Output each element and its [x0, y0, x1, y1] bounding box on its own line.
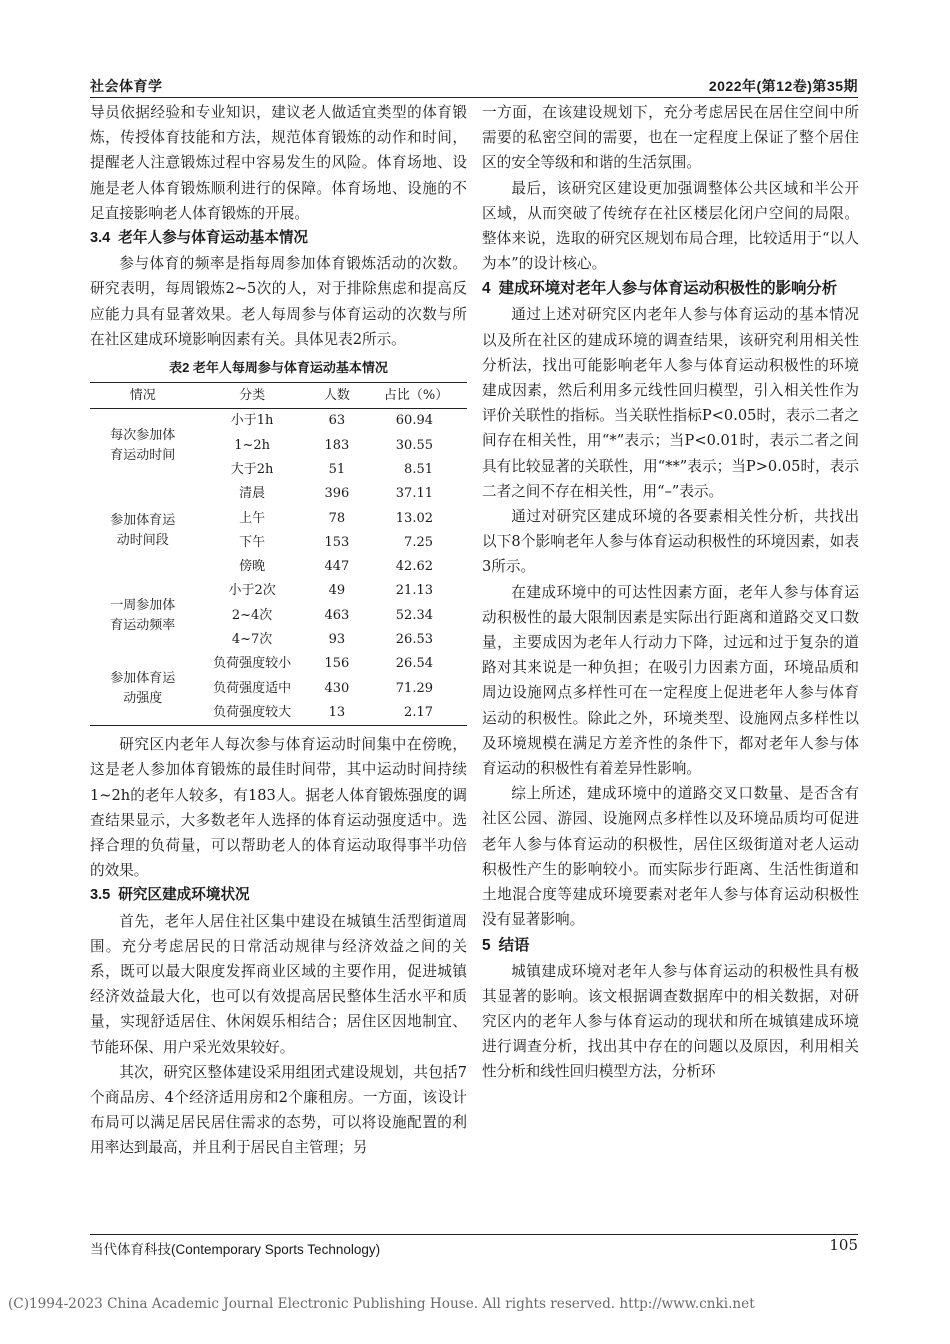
running-header-section: 社会体育学 — [90, 78, 163, 94]
table-header-row — [90, 383, 467, 409]
table-cell: 30.55 — [395, 437, 433, 453]
left-column — [90, 100, 467, 1161]
paragraph: 综上所述，建成环境中的道路交叉口数量、是否含有社区公园、游园、设施网点多样性以及环境品质均可促进老年人参与体育运动的积极性，居住区级街道对老人运动积极性产生的影响较小。而实际步行距离、生活性街道和土地混合度等建成环境要素对老年人参与体育运动积极性没有显著影响。 — [482, 785, 859, 929]
table-cell: 37.11 — [395, 486, 433, 502]
table-group-label: 一周参加体育运动频率 — [110, 597, 176, 633]
table-cell: 26.53 — [395, 632, 433, 648]
table-cell: 下午 — [239, 534, 266, 550]
table-cell: 2~4次 — [231, 607, 273, 623]
section-number: 5 — [482, 936, 491, 954]
table-header-cell: 人数 — [309, 383, 366, 409]
paragraph: 参与体育的频率是指每周参加体育锻炼活动的次数。研究表明，每周锻炼2~5次的人，对于排除焦虑和提高反应能力具有显著效果。老人每周参与体育运动的次数与所在社区建成环境影响因素有关。具体见表2所示。 — [90, 255, 467, 348]
paragraph: 导员依据经验和专业知识，建议老人做适宜类型的体育锻炼，传授体育技能和方法，规范体育锻炼的动作和时间，提醒老人注意锻炼过程中容易发生的风险。体育场地、设施是老人体育锻炼顺利进行的保障。体育场地、设施的不足直接影响老人体育锻炼的开展。 — [90, 104, 467, 222]
table-cell: 负荷强度较小 — [213, 656, 292, 672]
table-cell: 463 — [324, 607, 350, 623]
section-title: 老年人参与体育运动基本情况 — [118, 230, 309, 247]
table-cell: 小于2次 — [228, 583, 276, 599]
right-column — [482, 100, 859, 1085]
paragraph: 在建成环境中的可达性因素方面，老年人参与体育运动积极性的最大限制因素是实际出行距离和道路交叉口数量，主要成因为老年人行动力下降，过远和过于复杂的道路对其来说是一种负担；在吸引力因素方面，环境品质和周边设施网点多样性可在一定程度上促进老年人参与体育运动的积极性。除此之外，环境类型、设施网点多样性以及环境规模在满足方差齐性的条件下，都对老年人参与体育运动的积极性有着差异性影响。 — [482, 583, 859, 778]
table-cell: 清晨 — [239, 486, 266, 502]
table-row — [90, 652, 467, 676]
table-cell: 396 — [324, 486, 350, 502]
table-cell: 71.29 — [395, 680, 433, 696]
footer-journal-name: 当代体育科技(Contemporary Sports Technology) — [90, 1242, 381, 1257]
table-cell: 1~2h — [234, 437, 270, 453]
section-heading-5 — [482, 933, 859, 959]
page-number: 105 — [829, 1236, 858, 1254]
table-header-cell: 分类 — [196, 383, 309, 409]
table-cell: 傍晚 — [239, 559, 266, 575]
table-cell: 430 — [324, 680, 350, 696]
table-caption: 表2 老年人每周参与体育运动基本情况 — [169, 360, 388, 376]
section-number: 3.4 — [90, 230, 111, 247]
table-cell: 63 — [328, 413, 346, 429]
table-cell: 93 — [328, 632, 346, 648]
table-cell: 4~7次 — [231, 632, 273, 648]
table-cell: 49 — [328, 583, 346, 599]
table-row — [90, 482, 467, 506]
table-cell: 8.51 — [404, 461, 433, 477]
paragraph: 最后，该研究区建设更加强调整体公共区域和半公开区域，从而突破了传统存在社区楼层化闭户空间的局限。整体来说，选取的研究区规划布局合理，比较适用于“以人为本”的设计核心。 — [482, 179, 859, 273]
table-cell: 78 — [328, 510, 346, 526]
section-title: 研究区建成环境状况 — [118, 887, 250, 904]
table-cell: 7.25 — [404, 534, 433, 550]
running-header-issue: 2022年(第12卷)第35期 — [708, 78, 858, 94]
paragraph: 首先，老年人居住社区集中建设在城镇生活型街道周围。充分考虑居民的日常活动规律与经济效益之间的关系，既可以最大限度发挥商业区域的主要作用，促进城镇经济效益最大化，也可以有效提高居民整体生活水平和质量，实现舒适居住、休闲娱乐相结合；居住区因地制宜、节能环保、用户采光效果较好。 — [90, 912, 467, 1056]
table-cell: 大于2h — [230, 461, 274, 477]
paragraph: 一方面，在该建设规划下，充分考虑居民在居住空间中所需要的私密空间的需要，也在一定程度上保证了整个居住区的安全等级和和谐的生活氛围。 — [482, 104, 859, 172]
table-cell: 153 — [324, 534, 350, 550]
section-title: 结语 — [498, 936, 530, 954]
table-row — [90, 409, 467, 434]
table-cell: 52.34 — [395, 607, 433, 623]
paragraph: 通过对研究区建成环境的各要素相关性分析，共找出以下8个影响老年人参与体育运动积极性的环境因素，如表3所示。 — [482, 508, 859, 576]
table-cell: 13.02 — [395, 510, 433, 526]
table-cell: 42.62 — [395, 559, 433, 575]
table-cell: 负荷强度较大 — [196, 701, 309, 726]
table-cell: 60.94 — [395, 413, 433, 429]
section-heading-3-5 — [90, 883, 467, 908]
table-cell: 447 — [324, 559, 350, 575]
paragraph: 通过上述对研究区内老年人参与体育运动的基本情况以及所在社区的建成环境的调查结果，该研究利用相关性分析法，找出可能影响老年人参与体育运动积极性的环境建成因素，然后利用多元线性回归模型，引入相关性作为评价关联性的指标。当关联性指标P<0.05时，表示二者之间存在相关性，用“*”表示；当P<0.01时，表示二者之间具有比较显著的关联性，用“**”表示；当P>0.05时，表示二者之间不存在相关性，用“–”表示。 — [482, 306, 859, 500]
footer-rule — [90, 1234, 858, 1235]
table-cell: 21.13 — [395, 583, 433, 599]
section-number: 3.5 — [90, 887, 111, 904]
table-cell: 小于1h — [230, 413, 274, 429]
table-header-cell: 占比（%） — [365, 383, 467, 409]
table-group-label: 参加体育运动时间段 — [110, 512, 176, 548]
paragraph: 其次，研究区整体建设采用组团式建设规划，共包括7个商品房、4个经济适用房和2个廉租房。一方面，该设计布局可以满足居民居住需求的态势，可以将设施配置的利用率达到最高，并且利于居民自主管理；另 — [90, 1063, 467, 1157]
table-group-label: 每次参加体育运动时间 — [110, 427, 176, 463]
header-rule — [90, 97, 858, 98]
paragraph: 研究区内老年人每次参与体育运动时间集中在傍晚，这是老人参加体育锻炼的最佳时间带，其中运动时间持续1~2h的老年人较多，有183人。据老人体育锻炼强度的调查结果显示，大多数老年人选择的体育运动强度适中。选择合理的负荷量，可以帮助老人的体育运动取得事半功倍的效果。 — [90, 736, 467, 880]
copyright-notice: (C)1994-2023 China Academic Journal Electronic Publishing House. All rights reserved. http://www.cnki.net — [8, 1296, 755, 1312]
paragraph: 城镇建成环境对老年人参与体育运动的积极性具有极其显著的影响。该文根据调查数据库中的相关数据，对研究区内的老年人参与体育运动的现状和所在城镇建成环境进行调查分析，找出其中存在的问题以及原因，利用相关性分析和线性回归模型方法，分析环 — [482, 962, 859, 1081]
section-heading-3-4 — [90, 226, 467, 251]
table-2 — [90, 382, 467, 726]
table-cell: 26.54 — [395, 656, 433, 672]
table-row — [90, 579, 467, 603]
table-cell: 2.17 — [365, 701, 467, 726]
section-heading-4 — [482, 276, 859, 302]
table-group-label: 参加体育运动强度 — [90, 652, 196, 725]
table-cell: 51 — [328, 461, 346, 477]
section-number: 4 — [482, 280, 491, 298]
table-cell: 上午 — [239, 510, 266, 526]
table-cell: 13 — [309, 701, 366, 726]
table-header-cell: 情况 — [90, 383, 196, 409]
section-title: 建成环境对老年人参与体育运动积极性的影响分析 — [498, 280, 838, 298]
table-cell: 183 — [324, 437, 350, 453]
table-cell: 负荷强度适中 — [213, 680, 292, 696]
table-cell: 156 — [324, 656, 350, 672]
